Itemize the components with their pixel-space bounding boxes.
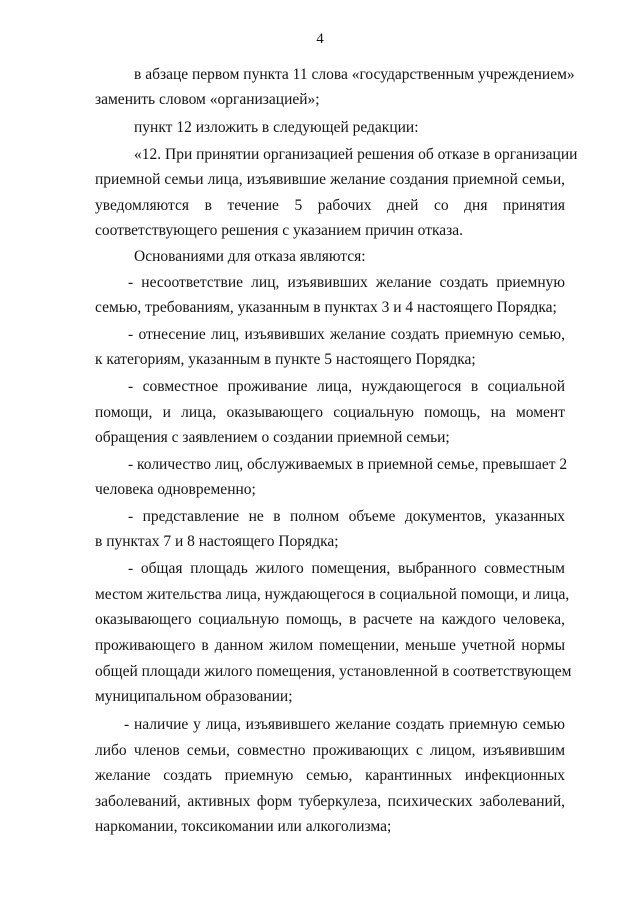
text-line: - отнесение лиц, изъявивших желание создать приемную семью, xyxy=(128,326,565,343)
text-line: «12. При принятии организацией решения об отказе в организации xyxy=(134,146,578,163)
text-line: человека одновременно; xyxy=(95,481,256,498)
text-line: оказывающего социальную помощь, в расчете на каждого человека, xyxy=(95,611,565,628)
text-line: соответствующего решения с указанием причин отказа. xyxy=(95,222,464,239)
text-line: желание создать приемную семью, карантинных инфекционных xyxy=(95,767,565,784)
text-line: - наличие у лица, изъявившего желание создать приемную семью xyxy=(124,716,565,733)
text-line: семью, требованиям, указанным в пунктах 3 и 4 настоящего Порядка; xyxy=(95,299,557,316)
text-line: к категориям, указанным в пункте 5 настоящего Порядка; xyxy=(95,351,476,368)
text-line: заболеваний, активных форм туберкулеза, психических заболеваний, xyxy=(95,793,565,810)
text-line: муниципальном образовании; xyxy=(95,688,293,705)
text-line: - представление не в полном объеме документов, указанных xyxy=(128,508,565,525)
text-line: наркомании, токсикомании или алкоголизма; xyxy=(95,818,392,835)
text-line: уведомляются в течение 5 рабочих дней со дня принятия xyxy=(95,197,565,214)
text-line: Основаниями для отказа являются: xyxy=(134,248,366,265)
text-line: в пунктах 7 и 8 настоящего Порядка; xyxy=(95,533,339,550)
text-line: либо членов семьи, совместно проживающих с лицом, изъявившим xyxy=(95,742,565,759)
text-line: - общая площадь жилого помещения, выбранного совместным xyxy=(128,560,565,577)
text-line: - совместное проживание лица, нуждающегося в социальной xyxy=(128,378,565,395)
text-line: заменить словом «организацией»; xyxy=(95,91,320,108)
text-line: общей площади жилого помещения, установленной в соответствующем xyxy=(95,663,572,680)
text-line: проживающего в данном жилом помещении, меньше учетной нормы xyxy=(95,637,565,654)
text-line: в абзаце первом пункта 11 слова «государственным учреждением» xyxy=(134,66,575,83)
text-line: обращения с заявлением о создании приемной семьи; xyxy=(95,429,450,446)
text-line: - несоответствие лиц, изъявивших желание создать приемную xyxy=(128,274,565,291)
text-line: местом жительства лица, нуждающегося в социальной помощи, и лица, xyxy=(95,586,570,603)
text-line: - количество лиц, обслуживаемых в приемной семье, превышает 2 xyxy=(128,456,568,473)
page-number: 4 xyxy=(316,31,324,47)
text-line: приемной семьи лица, изъявившие желание создания приемной семьи, xyxy=(95,171,565,188)
text-line: пункт 12 изложить в следующей редакции: xyxy=(134,119,419,136)
text-line: помощи, и лица, оказывающего социальную помощь, на момент xyxy=(95,404,565,421)
